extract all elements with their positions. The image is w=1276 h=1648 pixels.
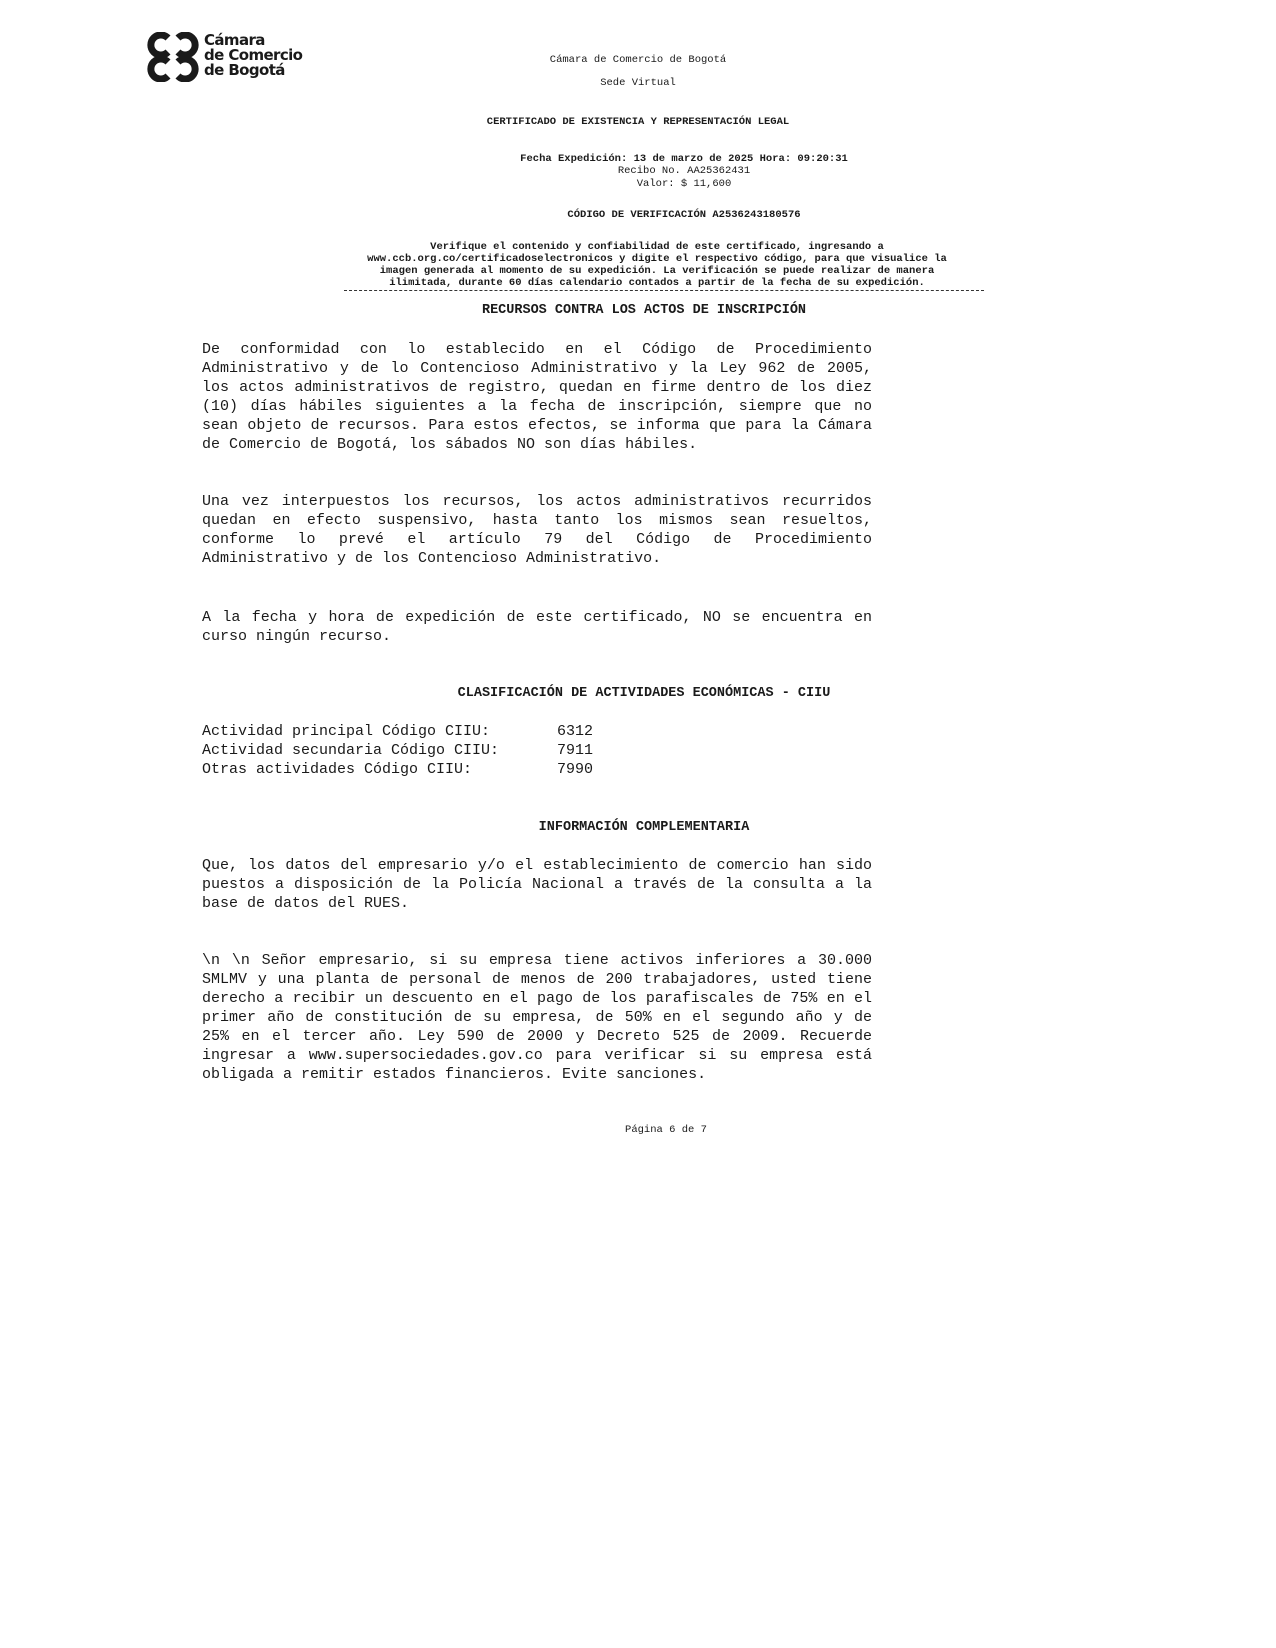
verification-code: CÓDIGO DE VERIFICACIÓN A2536243180576 — [567, 209, 801, 221]
ciiu-label-otras: Otras actividades Código CIIU: — [202, 761, 473, 778]
ciiu-row-otras — [202, 760, 593, 779]
complementaria-paragraph-2: \n \n Señor empresario, si su empresa tiene activos inferiores a 30.000 SMLMV y una planta de personal de menos de 200 trabajadores, usted tiene derecho a recibir un descuento en el pago de los parafiscales de 75% en el primer año de constitución de su empresa, de 50% en el segundo año y de 25% en el tercer año. Ley 590 de 2000 y Decreto 525 de 2009. Recuerde ingresar a www.supersociedades.gov.co para verificar si su empresa está obligada a remitir estados financieros. Evite sanciones. — [202, 952, 872, 1083]
recursos-paragraph-3: A la fecha y hora de expedición de este certificado, NO se encuentra en curso ningún recurso. — [202, 609, 872, 645]
verification-notice-1: Verifique el contenido y confiabilidad de este certificado, ingresando a — [430, 241, 884, 253]
certificate-value: Valor: $ 11,600 — [636, 178, 732, 190]
page-number: Página 6 de 7 — [625, 1124, 707, 1136]
recursos-paragraph-1: De conformidad con lo establecido en el Código de Procedimiento Administrativo y de lo Contencioso Administrativo y la Ley 962 de 2005, los actos administrativos de registro, quedan en firme dentro de los diez (10) días hábiles siguientes a la fecha de inscripción, siempre que no sean objeto de recursos. Para estos efectos, se informa que para la Cámara de Comercio de Bogotá, los sábados NO son días hábiles. — [202, 341, 872, 453]
ciiu-code-principal: 6312 — [557, 723, 594, 740]
certificate-title: CERTIFICADO DE EXISTENCIA Y REPRESENTACIÓN LEGAL — [486, 116, 790, 128]
complementaria-paragraph-1: Que, los datos del empresario y/o el establecimiento de comercio han sido puestos a disposición de la Policía Nacional a través de la consulta a la base de datos del RUES. — [202, 857, 872, 912]
separator-line — [344, 290, 984, 291]
ciiu-row-principal — [202, 722, 593, 741]
ciiu-code-secundaria: 7911 — [557, 742, 594, 759]
logo-line-2: de Comercio — [204, 46, 303, 64]
ciiu-title: CLASIFICACIÓN DE ACTIVIDADES ECONÓMICAS - CIIU — [457, 686, 831, 701]
verification-notice-3: imagen generada al momento de su expedición. La verificación se puede realizar de manera — [379, 265, 935, 277]
receipt-number: Recibo No. AA25362431 — [617, 165, 751, 177]
complementaria-title: INFORMACIÓN COMPLEMENTARIA — [538, 820, 750, 835]
issue-date: Fecha Expedición: 13 de marzo de 2025 Hora: 09:20:31 — [520, 153, 848, 165]
logo-line-1: Cámara — [204, 31, 265, 49]
ciiu-code-otras: 7990 — [557, 761, 594, 778]
entity-name: Cámara de Comercio de Bogotá — [549, 54, 727, 66]
verification-notice-4: ilimitada, durante 60 días calendario contados a partir de la fecha de su expedición. — [389, 277, 925, 289]
recursos-title: RECURSOS CONTRA LOS ACTOS DE INSCRIPCIÓN — [481, 303, 807, 318]
logo-line-3: de Bogotá — [204, 61, 285, 79]
verification-notice-2: www.ccb.org.co/certificadoselectronicos y digite el respectivo código, para que visualice la — [367, 253, 947, 265]
office-name: Sede Virtual — [600, 77, 676, 89]
recursos-paragraph-2: Una vez interpuestos los recursos, los actos administrativos recurridos quedan en efecto suspensivo, hasta tanto los mismos sean resueltos, conforme lo prevé el artículo 79 del Código de Procedimiento Administrativo y de los Contencioso Administrativo. — [202, 493, 872, 567]
ciiu-row-secundaria — [202, 741, 593, 760]
ciiu-label-principal: Actividad principal Código CIIU: — [202, 723, 491, 740]
ciiu-label-secundaria: Actividad secundaria Código CIIU: — [202, 742, 500, 759]
